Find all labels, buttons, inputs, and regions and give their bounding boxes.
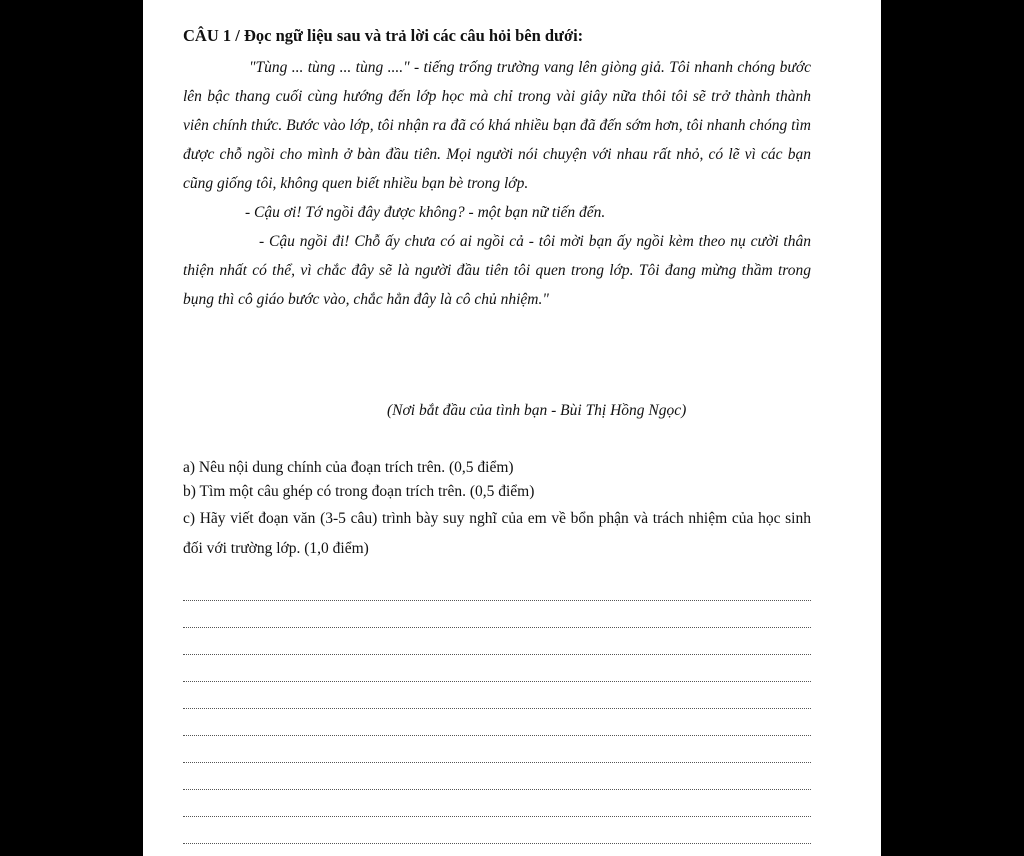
reading-passage [183, 53, 811, 314]
passage-paragraph-1: "Tùng ... tùng ... tùng ...." - tiếng trống trường vang lên giòng giả. Tôi nhanh chóng bước lên bậc thang cuối cùng hướng đến lớp học mà chỉ trong vài giây nữa thôi tôi sẽ trở thành thành viên chính thức. Bước vào lớp, tôi nhận ra đã có khá nhiều bạn đã đến sớm hơn, tôi nhanh chóng tìm được chỗ ngồi cho mình ở bàn đầu tiên. Mọi người nói chuyện với nhau rất nhỏ, có lẽ vì các bạn cũng giống tôi, không quen biết nhiều bạn bè trong lớp. [183, 59, 811, 192]
answer-line[interactable] [183, 628, 811, 655]
passage-paragraph-2: - Cậu ơi! Tớ ngồi đây được không? - một bạn nữ tiến đến. [245, 204, 606, 221]
answer-area[interactable] [183, 574, 811, 844]
question-list [183, 456, 811, 564]
answer-line[interactable] [183, 574, 811, 601]
worksheet-page [143, 0, 881, 856]
question-c: c) Hãy viết đoạn văn (3-5 câu) trình bày suy nghĩ của em về bổn phận và trách nhiệm của học sinh đối với trường lớp. (1,0 điểm) [183, 510, 811, 557]
question-heading: CÂU 1 / Đọc ngữ liệu sau và trả lời các câu hỏi bên dưới: [183, 26, 584, 45]
question-b: b) Tìm một câu ghép có trong đoạn trích trên. (0,5 điểm) [183, 483, 535, 500]
passage-paragraph-3: - Cậu ngồi đi! Chỗ ấy chưa có ai ngồi cả - tôi mời bạn ấy ngồi kèm theo nụ cười thân thiện nhất có thể, vì chắc đây sẽ là người đầu tiên tôi quen trong lớp. Tôi đang mừng thầm trong bụng thì cô giáo bước vào, chắc hẳn đây là cô chủ nhiệm." [183, 233, 811, 308]
answer-line[interactable] [183, 790, 811, 817]
answer-line[interactable] [183, 736, 811, 763]
answer-line[interactable] [183, 682, 811, 709]
answer-line[interactable] [183, 655, 811, 682]
answer-line[interactable] [183, 601, 811, 628]
passage-source: (Nơi bắt đầu của tình bạn - Bùi Thị Hồng Ngọc) [387, 402, 687, 419]
answer-line[interactable] [183, 817, 811, 844]
answer-line[interactable] [183, 709, 811, 736]
question-a: a) Nêu nội dung chính của đoạn trích trên. (0,5 điểm) [183, 459, 514, 476]
answer-line[interactable] [183, 763, 811, 790]
